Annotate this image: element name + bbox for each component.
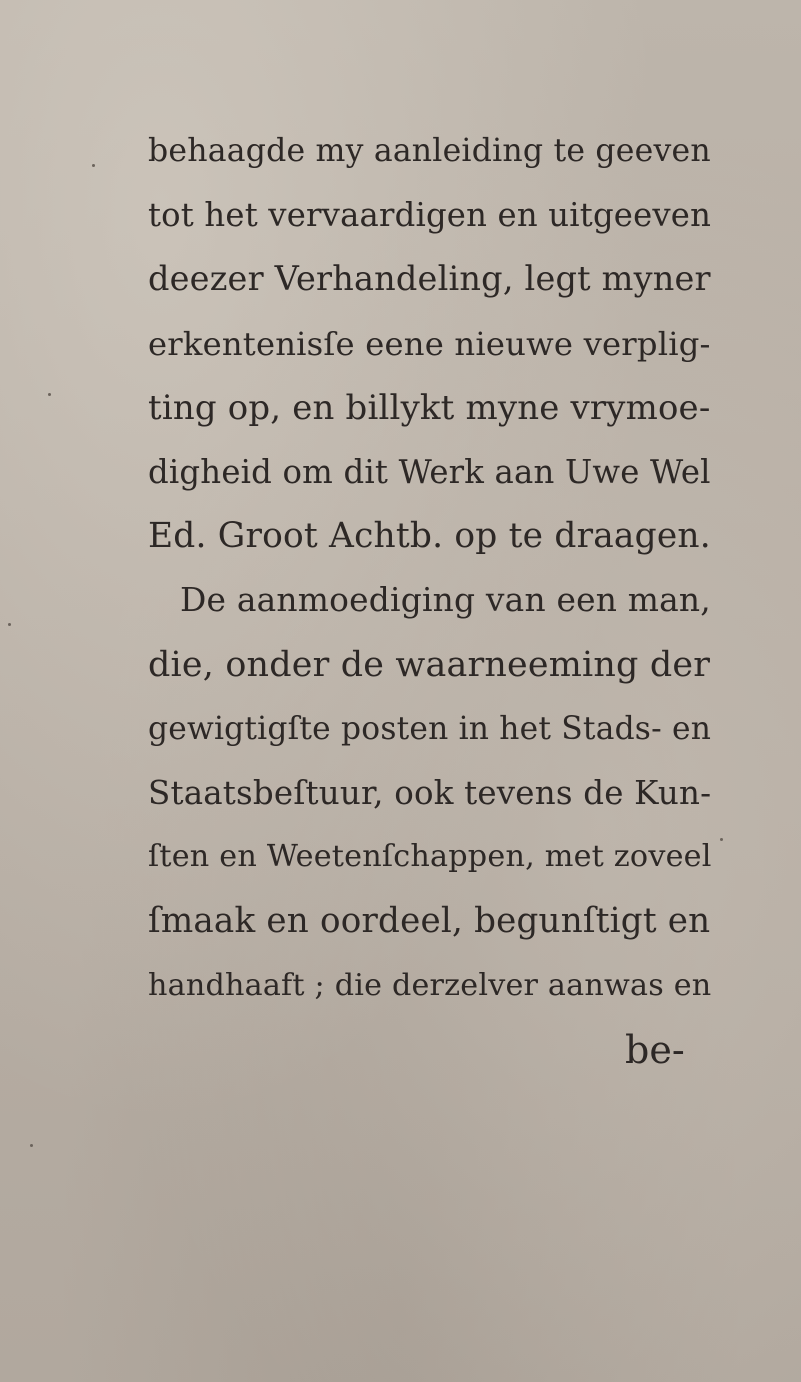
text-line-1: behaagde my aanleiding te geeven (148, 133, 711, 169)
paper-speck (48, 393, 51, 396)
text-line-13: ſmaak en oordeel, begunſtigt en (148, 901, 711, 941)
text-line-2: tot het vervaardigen en uitgeeven (148, 196, 712, 234)
text-line-3: deezer Verhandeling, legt myner (148, 259, 711, 298)
text-line-7: Ed. Groot Achtb. op te draagen. (148, 516, 711, 556)
paper-speck (30, 1144, 33, 1147)
paper-speck (92, 164, 95, 167)
paper-speck (8, 623, 11, 626)
text-line-6: digheid om dit Werk aan Uwe Wel (148, 453, 711, 491)
text-line-14: handhaaft ; die derzelver aanwas en (148, 968, 712, 1003)
text-line-11: Staatsbeſtuur, ook tevens de Kun- (148, 774, 712, 812)
text-line-10: gewigtigſte posten in het Stads- en (148, 711, 712, 747)
paper-speck (720, 838, 723, 841)
text-line-5: ting op, en billykt myne vrymoe- (148, 388, 711, 427)
text-line-12: ſten en Weetenſchappen, met zoveel (148, 839, 712, 874)
text-line-8: De aanmoediging van een man, (180, 580, 711, 619)
catchword: be- (625, 1028, 685, 1072)
text-line-4: erkentenisſe eene nieuwe verplig- (148, 325, 711, 363)
text-line-9: die, onder de waarneeming der (148, 645, 711, 685)
